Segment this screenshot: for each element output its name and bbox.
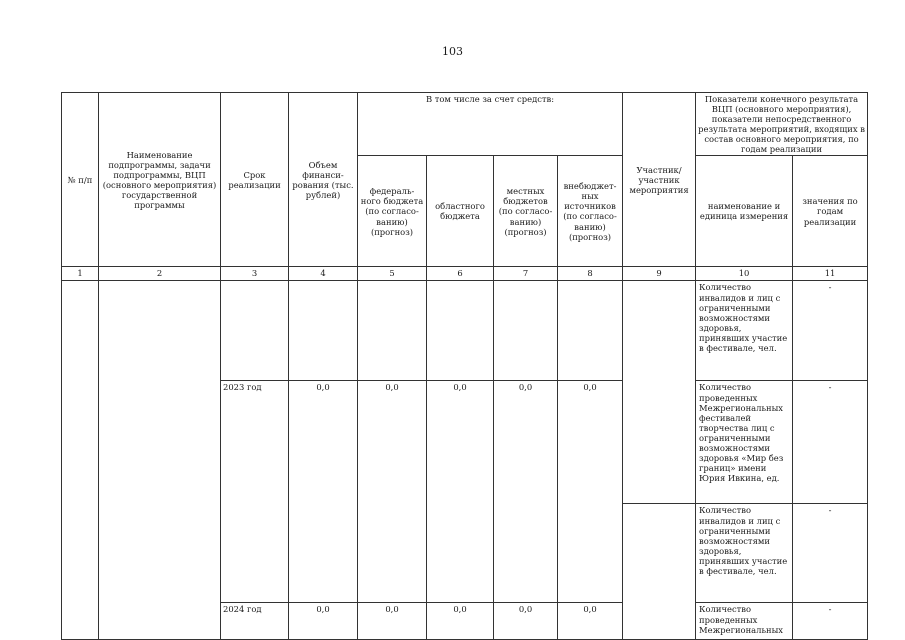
cell-federal [358,281,427,381]
column-number: 8 [558,267,623,281]
cell-term: 2024 год [221,603,289,640]
cell-program-name [99,281,221,640]
column-number: 10 [696,267,793,281]
cell-federal: 0,0 [358,603,427,640]
page-number: 103 [442,45,463,58]
column-number-row [62,267,868,281]
header-participant: Участник/ участник мероприятия [623,93,696,267]
cell-indicator-value: - [793,504,868,603]
cell-indicator-value: - [793,603,868,640]
cell-regional [427,281,494,381]
cell-regional: 0,0 [427,603,494,640]
cell-indicator-value: - [793,281,868,381]
header-extrabudget: внебюджет-ных источников (по согласо-ванию) (прогноз) [558,156,623,267]
cell-extrabudget [558,281,623,381]
header-indicators-group: Показатели конечного результата ВЦП (основного мероприятия), показатели непосредственного результата мероприятий, входящих в состав основного мероприятия, по годам реализации [696,93,868,156]
header-indicator-values: значения по годам реализации [793,156,868,267]
header-regional: областного бюджета [427,156,494,267]
cell-volume [289,281,358,381]
column-number: 4 [289,267,358,281]
column-number: 2 [99,267,221,281]
budget-table [61,92,868,640]
cell-indicator-value: - [793,381,868,504]
cell-local [494,281,558,381]
cell-term: 2023 год [221,381,289,603]
header-program-name: Наименование подпрограммы, задачи подпрограммы, ВЦП (основного мероприятия) государственной программы [99,93,221,267]
cell-extrabudget: 0,0 [558,381,623,603]
header-indicator-name: наименование и единица измерения [696,156,793,267]
cell-federal: 0,0 [358,381,427,603]
cell-indicator: Количество проведенных Межрегиональных фестивалей творчества лиц с ограниченными возможностями здоровья «Мир без границ» имени Юрия Ивкина, ед. [696,381,793,504]
column-number: 11 [793,267,868,281]
column-number: 6 [427,267,494,281]
cell-number [62,281,99,640]
header-volume: Объем финанси-рования (тыс. рублей) [289,93,358,267]
cell-local: 0,0 [494,381,558,603]
cell-volume: 0,0 [289,603,358,640]
cell-local: 0,0 [494,603,558,640]
cell-indicator: Количество инвалидов и лиц с ограниченными возможностями здоровья, принявших участие в фестивале, чел. [696,281,793,381]
column-number: 1 [62,267,99,281]
column-number: 3 [221,267,289,281]
cell-indicator: Количество проведенных Межрегиональных [696,603,793,640]
cell-participant [623,504,696,640]
header-federal: федераль-ного бюджета (по согласо-ванию) (прогноз) [358,156,427,267]
column-number: 7 [494,267,558,281]
cell-regional: 0,0 [427,381,494,603]
cell-extrabudget: 0,0 [558,603,623,640]
header-funding-group: В том числе за счет средств: [358,93,623,156]
cell-volume: 0,0 [289,381,358,603]
header-local: местных бюджетов (по согласо-ванию) (прогноз) [494,156,558,267]
header-term: Срок реализации [221,93,289,267]
header-number: № п/п [62,93,99,267]
column-number: 5 [358,267,427,281]
cell-indicator: Количество инвалидов и лиц с ограниченными возможностями здоровья, принявших участие в фестивале, чел. [696,504,793,603]
cell-term [221,281,289,381]
table-row [62,281,868,381]
column-number: 9 [623,267,696,281]
cell-participant [623,281,696,504]
